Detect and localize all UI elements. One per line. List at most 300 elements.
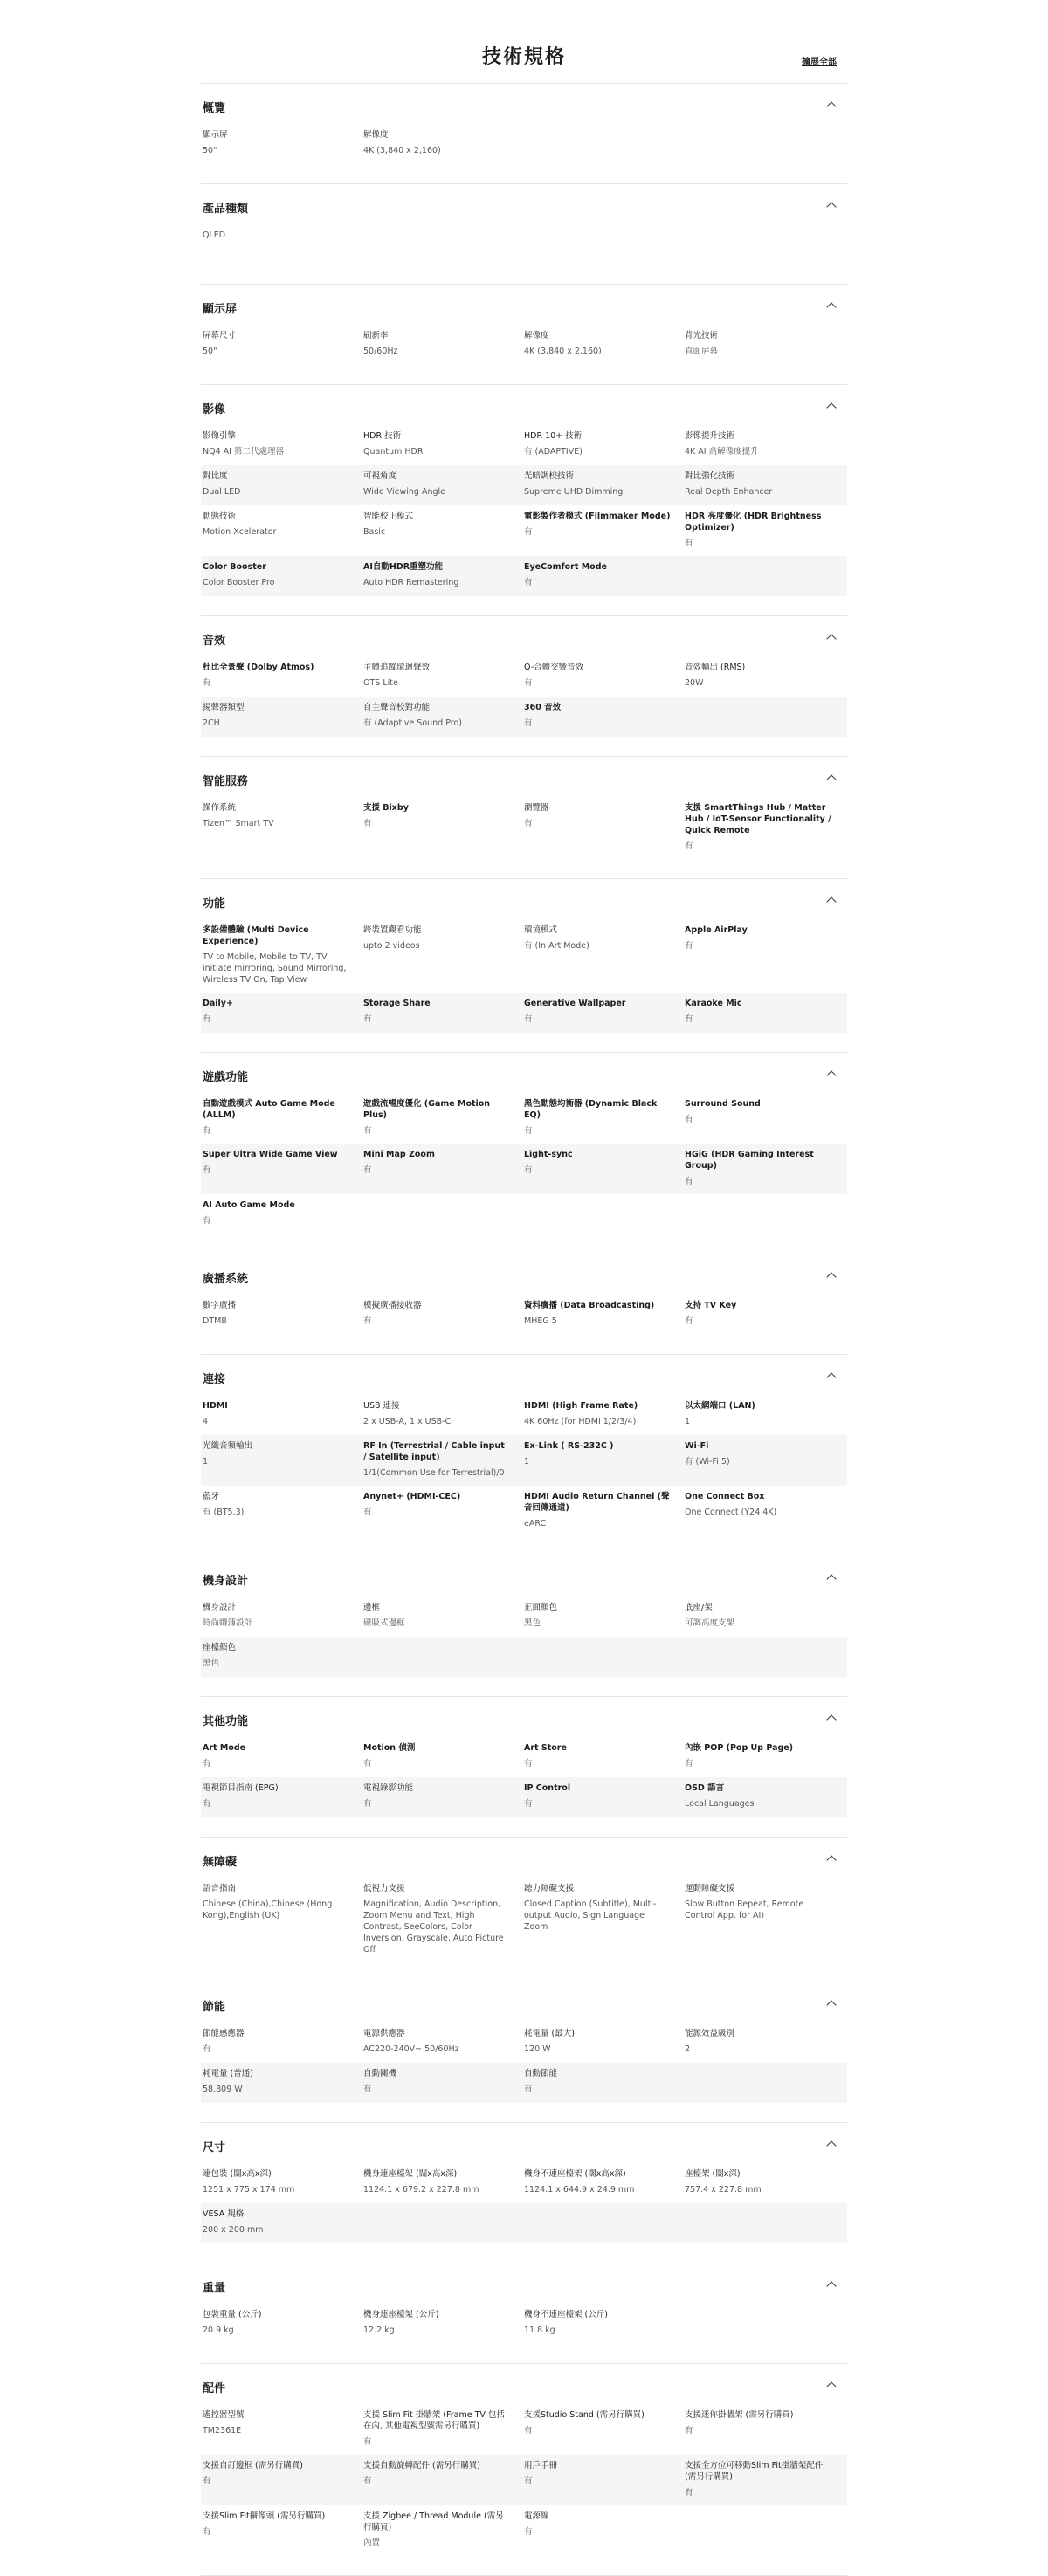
section-title: 遊戲功能 [203,1071,249,1084]
spec-item [203,802,363,852]
spec-section [201,84,847,184]
spec-value: 有 [524,578,533,587]
spec-item [685,1742,845,1770]
chevron-up-icon[interactable] [826,1714,836,1724]
chevron-up-icon[interactable] [826,1574,836,1583]
spec-item [203,230,363,258]
spec-label: 遊戲流暢度優化 (Game Motion Plus) [363,1099,491,1120]
section-title: 音效 [203,635,226,648]
spec-label: 連包裝 (闊x高x深) [203,2169,272,2179]
spec-item [203,1300,363,1328]
chevron-up-icon[interactable] [826,2000,836,2009]
spec-item [363,2028,524,2056]
section-title: 其他功能 [203,1715,249,1728]
spec-value: 有 [524,819,533,828]
spec-label: 解像度 [524,331,549,340]
spec-label: 環境模式 [524,925,558,935]
section-header[interactable] [201,757,847,797]
section-title: 智能服務 [203,775,249,788]
chevron-up-icon[interactable] [826,896,836,906]
spec-item [363,2460,524,2498]
section-header[interactable] [201,1982,847,2023]
spec-value: 2CH [203,718,220,728]
spec-value: 有 [363,1316,372,1326]
spec-item [363,2409,524,2448]
spec-value: 有 [524,1014,533,1024]
spec-item [203,1149,363,1187]
spec-value: 4K (3,840 x 2,160) [524,347,602,356]
spec-item [524,2309,685,2337]
section-rows [201,2304,847,2363]
chevron-up-icon[interactable] [826,2281,836,2291]
section-header[interactable] [201,2263,847,2304]
section-title: 影像 [203,403,226,416]
section-header[interactable] [201,84,847,124]
spec-label: 對比強化技術 [685,471,735,481]
section-rows [201,124,847,183]
spec-item [524,998,685,1026]
spec-item [203,1400,363,1428]
spec-item [685,1491,845,1529]
spec-value: 20W [685,678,704,688]
spec-item [363,2068,524,2096]
page-header [201,0,847,84]
spec-label: One Connect Box [685,1492,765,1501]
spec-value: TM2361E [203,2426,242,2435]
spec-label: HDMI Audio Return Channel (聲音回傳通道) [524,1492,670,1513]
spec-item [524,1300,685,1328]
spec-item [524,2511,685,2549]
spec-item [685,1300,845,1328]
spec-item [203,1602,363,1630]
spec-value: Motion Xcelerator [203,527,277,537]
spec-row [201,993,847,1033]
spec-item [203,2028,363,2056]
section-rows [201,1597,847,1696]
spec-label: RF In (Terrestrial / Cable input / Satellite input) [363,1441,505,1462]
spec-label: 座檯顏色 [203,1643,237,1652]
spec-value: 有 [685,1316,693,1326]
spec-value: 有 [524,2426,533,2435]
spec-value: 12.2 kg [363,2325,395,2335]
section-title: 重量 [203,2282,226,2295]
spec-label: 機身連座檯架 (闊x高x深) [363,2169,458,2179]
spec-label: 揚聲器類型 [203,703,245,712]
spec-label: Karaoke Mic [685,999,742,1008]
spec-row [201,2063,847,2103]
spec-value: 有 [203,2527,211,2537]
section-rows [201,2404,847,2575]
spec-label: Q-合體交響音效 [524,663,584,672]
chevron-up-icon[interactable] [826,2381,836,2391]
spec-label: Light-sync [524,1150,573,1159]
spec-label: 機身設計 [203,1603,237,1612]
spec-label: 對比度 [203,471,228,481]
chevron-up-icon[interactable] [826,101,836,111]
spec-item [524,2068,685,2096]
spec-value: 4 [203,1417,209,1426]
spec-value: 20.9 kg [203,2325,234,2335]
spec-item [524,662,685,690]
spec-item [363,998,524,1026]
spec-value: Wide Viewing Angle [363,487,446,497]
spec-value: 4K (3,840 x 2,160) [363,146,441,155]
spec-value: 有 (BT5.3) [203,1508,245,1517]
spec-item [685,1149,845,1187]
spec-label: 數字廣播 [203,1301,237,1310]
section-rows [201,325,847,384]
spec-item [524,802,685,852]
spec-label: 耗電量 (普通) [203,2069,253,2078]
spec-value: 有 [363,1126,372,1136]
spec-label: 多設備體驗 (Multi Device Experience) [203,925,309,946]
spec-item [363,1098,524,1137]
spec-label: 影像引擎 [203,431,237,441]
spec-item [524,2168,685,2196]
spec-label: HDMI (High Frame Rate) [524,1401,638,1411]
spec-value: 有 [363,819,372,828]
spec-section [201,1556,847,1697]
section-header[interactable] [201,616,847,656]
spec-value: Basic [363,527,386,537]
spec-row [201,797,847,859]
section-title: 概覽 [203,102,226,115]
section-header[interactable] [201,285,847,325]
spec-label: Daily+ [203,999,233,1008]
spec-row [201,2203,847,2243]
spec-item [203,2208,363,2236]
spec-label: 360 音效 [524,703,562,712]
spec-value: 1 [203,1457,209,1467]
spec-section [201,184,847,285]
spec-value: 有 [685,841,693,851]
section-header[interactable] [201,1838,847,1878]
section-header[interactable] [201,1556,847,1597]
spec-label: 電視錄影功能 [363,1783,414,1793]
spec-item [685,1602,845,1630]
spec-label: VESA 規格 [203,2209,245,2219]
chevron-up-icon[interactable] [826,774,836,784]
chevron-up-icon[interactable] [826,1372,836,1382]
spec-item [363,924,524,986]
chevron-up-icon[interactable] [826,302,836,312]
spec-item [685,802,845,852]
spec-label: 低視力支援 [363,1884,405,1893]
chevron-up-icon[interactable] [826,634,836,643]
spec-label: Art Store [524,1743,567,1753]
spec-label: 刷新率 [363,331,389,340]
spec-value: 有 [203,1216,211,1226]
spec-row [201,1194,847,1234]
spec-item [203,330,363,358]
spec-item [203,702,363,730]
spec-label: HDR 技術 [363,431,402,441]
spec-value: 有 [203,1014,211,1024]
section-rows [201,656,847,756]
spec-item [363,471,524,498]
spec-row [201,1395,847,1435]
spec-row [201,2455,847,2505]
section-title: 節能 [203,2001,226,2014]
section-header[interactable] [201,1697,847,1737]
spec-label: 支援自訂邊框 (需另行購買) [203,2461,303,2470]
spec-value: 有 (Wi-Fi 5) [685,1457,730,1467]
spec-label: 能源效益級別 [685,2029,735,2038]
section-title: 產品種類 [203,203,249,216]
spec-label: 邊框 [363,1603,381,1612]
spec-value: Quantum HDR [363,447,424,457]
spec-label: 資料廣播 (Data Broadcasting) [524,1301,655,1310]
spec-label: 解像度 [363,130,389,140]
spec-item [203,1440,363,1479]
spec-value: 200 x 200 mm [203,2225,264,2235]
spec-value: 有 [203,2476,211,2486]
expand-all-link[interactable]: 擴展全部 [802,58,837,67]
spec-section [201,757,847,879]
spec-item [363,1300,524,1328]
spec-row [201,656,847,697]
spec-value: 有 [363,2476,372,2486]
spec-label: 模擬廣播接收器 [363,1301,422,1310]
spec-value: 有 [363,1165,372,1175]
spec-item [685,1883,845,1955]
spec-item [363,1149,524,1187]
spec-value: AC220-240V~ 50/60Hz [363,2044,459,2054]
spec-label: 語音指南 [203,1884,237,1893]
section-title: 廣播系統 [203,1273,249,1286]
spec-value: 有 [685,1177,693,1186]
spec-item [203,1883,363,1955]
spec-item [363,1400,524,1428]
spec-value: 1251 x 775 x 174 mm [203,2185,295,2195]
spec-value: 有 [363,1799,372,1809]
spec-row [201,2304,847,2344]
spec-value: 4K AI 高解像度提升 [685,447,759,457]
spec-item [363,2168,524,2196]
spec-item [524,1883,685,1955]
spec-row [201,919,847,993]
spec-value: 有 [524,1165,533,1175]
spec-value: 有 (Adaptive Sound Pro) [363,718,463,728]
spec-label: Surround Sound [685,1099,761,1109]
spec-item [524,2409,685,2448]
spec-row [201,2163,847,2203]
spec-value: 有 [524,718,533,728]
section-header[interactable] [201,184,847,224]
spec-value: 有 (ADAPTIVE) [524,447,583,457]
spec-value: 1/1(Common Use for Terrestrial)/0 [363,1468,505,1478]
spec-label: 運動障礙支援 [685,1884,735,1893]
spec-value: 磁吸式邊框 [363,1618,405,1628]
spec-value: 時尚纖薄設計 [203,1618,253,1628]
spec-label: HDR 10+ 技術 [524,431,583,441]
spec-item [363,2309,524,2337]
spec-item [363,702,524,730]
spec-value: upto 2 videos [363,941,420,951]
section-title: 配件 [203,2382,226,2395]
spec-label: 自主聲音校對功能 [363,703,431,712]
spec-value: 50" [203,146,217,155]
spec-item [685,1400,845,1428]
spec-label: AI自動HDR重塑功能 [363,562,444,572]
spec-value: 有 [524,527,533,537]
page-title: 技術規格 [481,46,566,68]
spec-row [201,697,847,737]
spec-value: 內置 [363,2538,381,2548]
spec-value: 有 [685,2488,693,2497]
spec-label: 智能校正模式 [363,512,414,521]
section-header[interactable] [201,1355,847,1395]
chevron-up-icon[interactable] [826,1855,836,1865]
section-header[interactable] [201,1053,847,1093]
spec-item [203,511,363,549]
spec-label: 光纖音頻輸出 [203,1441,253,1451]
section-header[interactable] [201,1254,847,1295]
spec-label: HDMI [203,1401,228,1411]
spec-item [524,1400,685,1428]
spec-item [524,1098,685,1137]
spec-section [201,879,847,1053]
section-title: 機身設計 [203,1575,249,1588]
section-rows [201,1737,847,1837]
spec-row [201,1637,847,1677]
spec-label: 支援迷你掛牆架 (需另行購買) [685,2410,794,2420]
spec-label: 電源供應器 [363,2029,405,2038]
spec-label: 用戶手冊 [524,2461,558,2470]
section-header[interactable] [201,879,847,919]
spec-label: Art Mode [203,1743,246,1753]
spec-value: 有 [363,2085,372,2094]
spec-label: 遙控器型號 [203,2410,245,2420]
spec-label: 自動遊戲模式 Auto Game Mode (ALLM) [203,1099,335,1120]
section-rows [201,1878,847,1982]
spec-value: 有 [203,1799,211,1809]
spec-section [201,385,847,616]
spec-value: 可調高度支架 [685,1618,735,1628]
spec-row [201,1093,847,1144]
spec-value: Slow Button Repeat, Remote Control App. for AI) [685,1899,804,1920]
spec-label: IP Control [524,1783,571,1793]
chevron-up-icon[interactable] [826,402,836,412]
spec-value: 1124.1 x 644.9 x 24.9 mm [524,2185,635,2195]
spec-item [363,430,524,458]
spec-label: 音效輸出 (RMS) [685,663,746,672]
spec-value: 120 W [524,2044,551,2054]
spec-label: EyeComfort Mode [524,562,607,572]
spec-item [203,1098,363,1137]
spec-label: Storage Share [363,999,431,1008]
spec-item [363,1783,524,1810]
spec-value: 有 [363,1508,372,1517]
spec-sections [201,84,847,2576]
spec-label: 支援自動旋轉配件 (需另行購買) [363,2461,480,2470]
spec-label: OSD 語言 [685,1783,725,1793]
spec-value: 58.809 W [203,2085,243,2094]
section-header[interactable] [201,2364,847,2404]
section-header[interactable] [201,385,847,425]
spec-value: Real Depth Enhancer [685,487,773,497]
spec-item [203,2409,363,2448]
spec-label: HGiG (HDR Gaming Interest Group) [685,1150,814,1171]
section-title: 顯示屏 [203,303,238,316]
spec-label: 自動節能 [524,2069,558,2078]
spec-section [201,2364,847,2576]
spec-label: 光暗調校技術 [524,471,575,481]
spec-label: 主體追蹤環迴聲效 [363,663,431,672]
spec-label: Color Booster [203,562,266,572]
spec-value: Supreme UHD Dimming [524,487,624,497]
spec-value: 有 [685,539,693,548]
spec-value: 有 [685,1115,693,1124]
spec-label: 影像提升技術 [685,431,735,441]
spec-value: 50/60Hz [363,347,398,356]
spec-section [201,2263,847,2364]
spec-item [524,2460,685,2498]
spec-item [363,129,524,157]
spec-row [201,1878,847,1962]
section-header[interactable] [201,2123,847,2163]
chevron-up-icon[interactable] [826,202,836,211]
chevron-up-icon[interactable] [826,1070,836,1080]
spec-item [363,2511,524,2549]
spec-item [524,1742,685,1770]
spec-value: Tizen™ Smart TV [203,819,274,828]
spec-value: 有 [524,678,533,688]
spec-item [685,998,845,1026]
spec-value: 有 [524,1126,533,1136]
spec-label: 聽力障礙支援 [524,1884,575,1893]
spec-item [363,330,524,358]
spec-item [685,330,845,358]
section-rows [201,425,847,615]
spec-row [201,465,847,505]
spec-value: 有 [524,2527,533,2537]
spec-item [524,1602,685,1630]
spec-item [524,511,685,549]
spec-value: 757.4 x 227.8 mm [685,2185,762,2195]
spec-row [201,1435,847,1486]
spec-label: 支援全方位可移動Slim Fit掛牆架配件 (需另行購買) [685,2461,824,2482]
spec-label: 可視角度 [363,471,397,481]
spec-row [201,1486,847,1536]
spec-label: 杜比全景聲 (Dolby Atmos) [203,663,314,672]
chevron-up-icon[interactable] [826,2140,836,2150]
spec-label: Mini Map Zoom [363,1150,435,1159]
spec-item [203,1642,363,1670]
spec-value: Color Booster Pro [203,578,275,587]
spec-row [201,2023,847,2063]
spec-row [201,1597,847,1637]
spec-label: Super Ultra Wide Game View [203,1150,338,1159]
spec-label: 節能感應器 [203,2029,245,2038]
section-title: 功能 [203,897,226,910]
spec-item [203,2309,363,2337]
spec-item [524,330,685,358]
spec-item [685,924,845,986]
spec-value: QLED [203,230,226,240]
spec-label: HDR 亮度優化 (HDR Brightness Optimizer) [685,512,822,532]
spec-label: USB 連接 [363,1401,400,1411]
spec-value: 有 [524,1759,533,1769]
spec-label: 支援Studio Stand (需另行購買) [524,2410,645,2420]
chevron-up-icon[interactable] [826,1272,836,1281]
spec-section [201,1053,847,1254]
spec-value: 有 [203,1126,211,1136]
spec-value: 有 [524,1799,533,1809]
spec-label: 電影製作者模式 (Filmmaker Mode) [524,512,671,521]
spec-value: 有 [524,2085,533,2094]
spec-item [524,702,685,730]
